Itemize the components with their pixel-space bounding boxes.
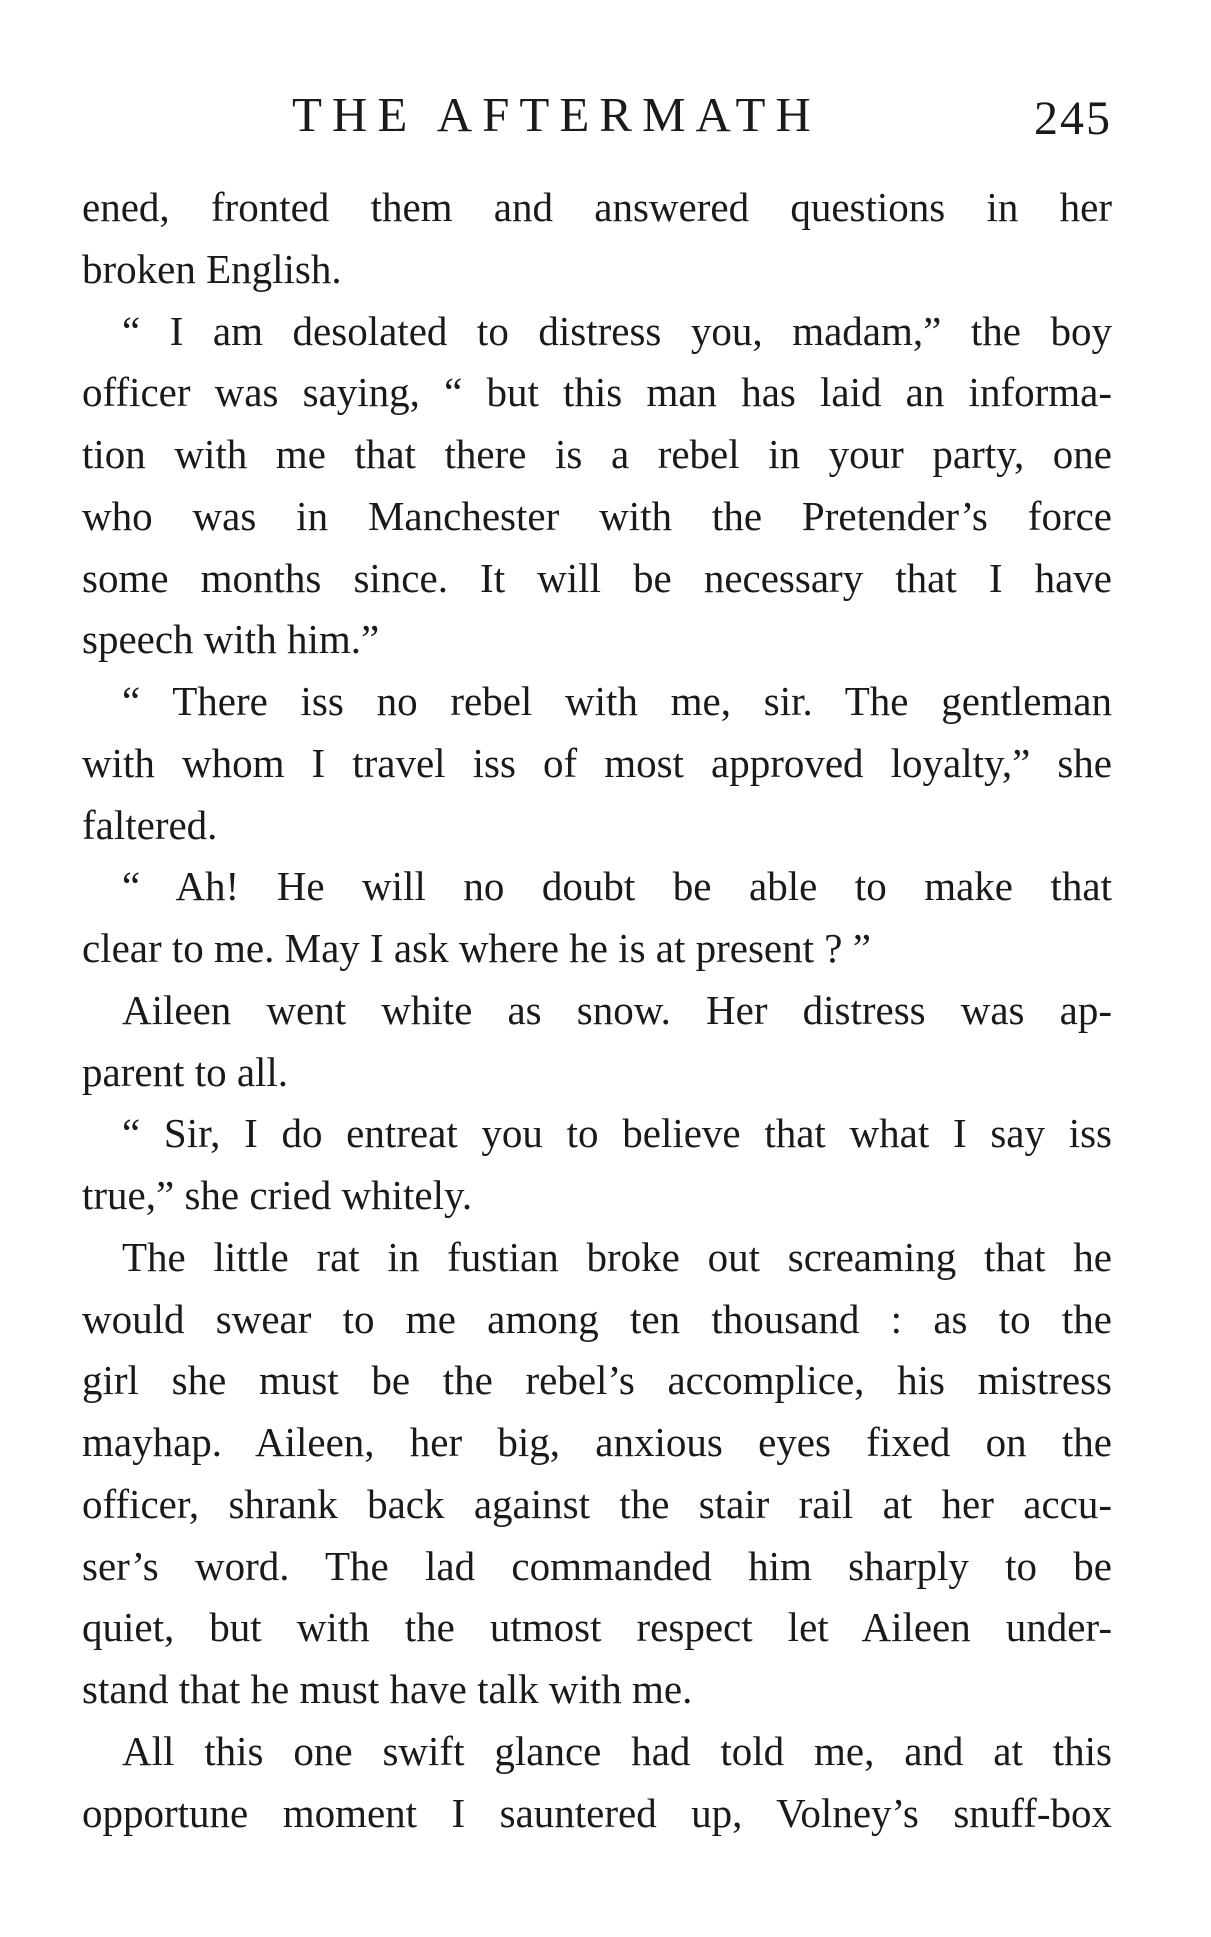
text-line: The little rat in fustian broke out screaming that he <box>122 1233 1112 1280</box>
text-line: “ There iss no rebel with me, sir. The gentleman <box>122 678 1112 724</box>
text-line: Aileen went white as snow. Her distress was ap- <box>122 986 1112 1033</box>
text-line: mayhap. Aileen, her big, anxious eyes fixed on the <box>82 1419 1112 1465</box>
text-line: some months since. It will be necessary that I have <box>82 554 1112 601</box>
text-line: broken English. <box>82 245 342 292</box>
text-line: officer was saying, “ but this man has laid an informa- <box>82 369 1112 416</box>
text-line: “ Ah! He will no doubt be able to make that <box>122 863 1112 910</box>
text-line: would swear to me among ten thousand : as to the <box>82 1295 1112 1342</box>
text-line: clear to me. May I ask where he is at present ? ” <box>82 925 871 971</box>
text-line: “ I am desolated to distress you, madam,” the boy <box>122 307 1112 354</box>
running-head <box>82 85 1112 145</box>
text-line: ened, fronted them and answered questions in her <box>82 184 1112 230</box>
text-line: ser’s word. The lad commanded him sharply to be <box>82 1542 1112 1589</box>
text-line: who was in Manchester with the Pretender’s force <box>82 492 1112 539</box>
body-text <box>82 177 1112 1844</box>
text-line: true,” she cried whitely. <box>82 1172 473 1218</box>
text-line: stand that he must have talk with me. <box>82 1666 693 1712</box>
text-line: tion with me that there is a rebel in your party, one <box>82 431 1112 477</box>
text-line: “ Sir, I do entreat you to believe that what I say iss <box>122 1110 1112 1157</box>
text-line: officer, shrank back against the stair rail at her accu- <box>82 1480 1112 1527</box>
text-line: parent to all. <box>82 1048 289 1095</box>
page-number: 245 <box>1034 92 1112 145</box>
text-line: with whom I travel iss of most approved loyalty,” she <box>82 739 1112 786</box>
text-line: speech with him.” <box>82 616 380 663</box>
text-line: girl she must be the rebel’s accomplice, his mistress <box>82 1357 1112 1404</box>
book-page <box>82 0 1112 1937</box>
text-line: All this one swift glance had told me, and at this <box>122 1727 1112 1774</box>
text-line: faltered. <box>82 801 218 848</box>
running-title: THE AFTERMATH <box>292 87 821 142</box>
text-line: quiet, but with the utmost respect let Aileen under- <box>82 1604 1112 1651</box>
text-line: opportune moment I sauntered up, Volney’s snuff-box <box>82 1789 1112 1836</box>
